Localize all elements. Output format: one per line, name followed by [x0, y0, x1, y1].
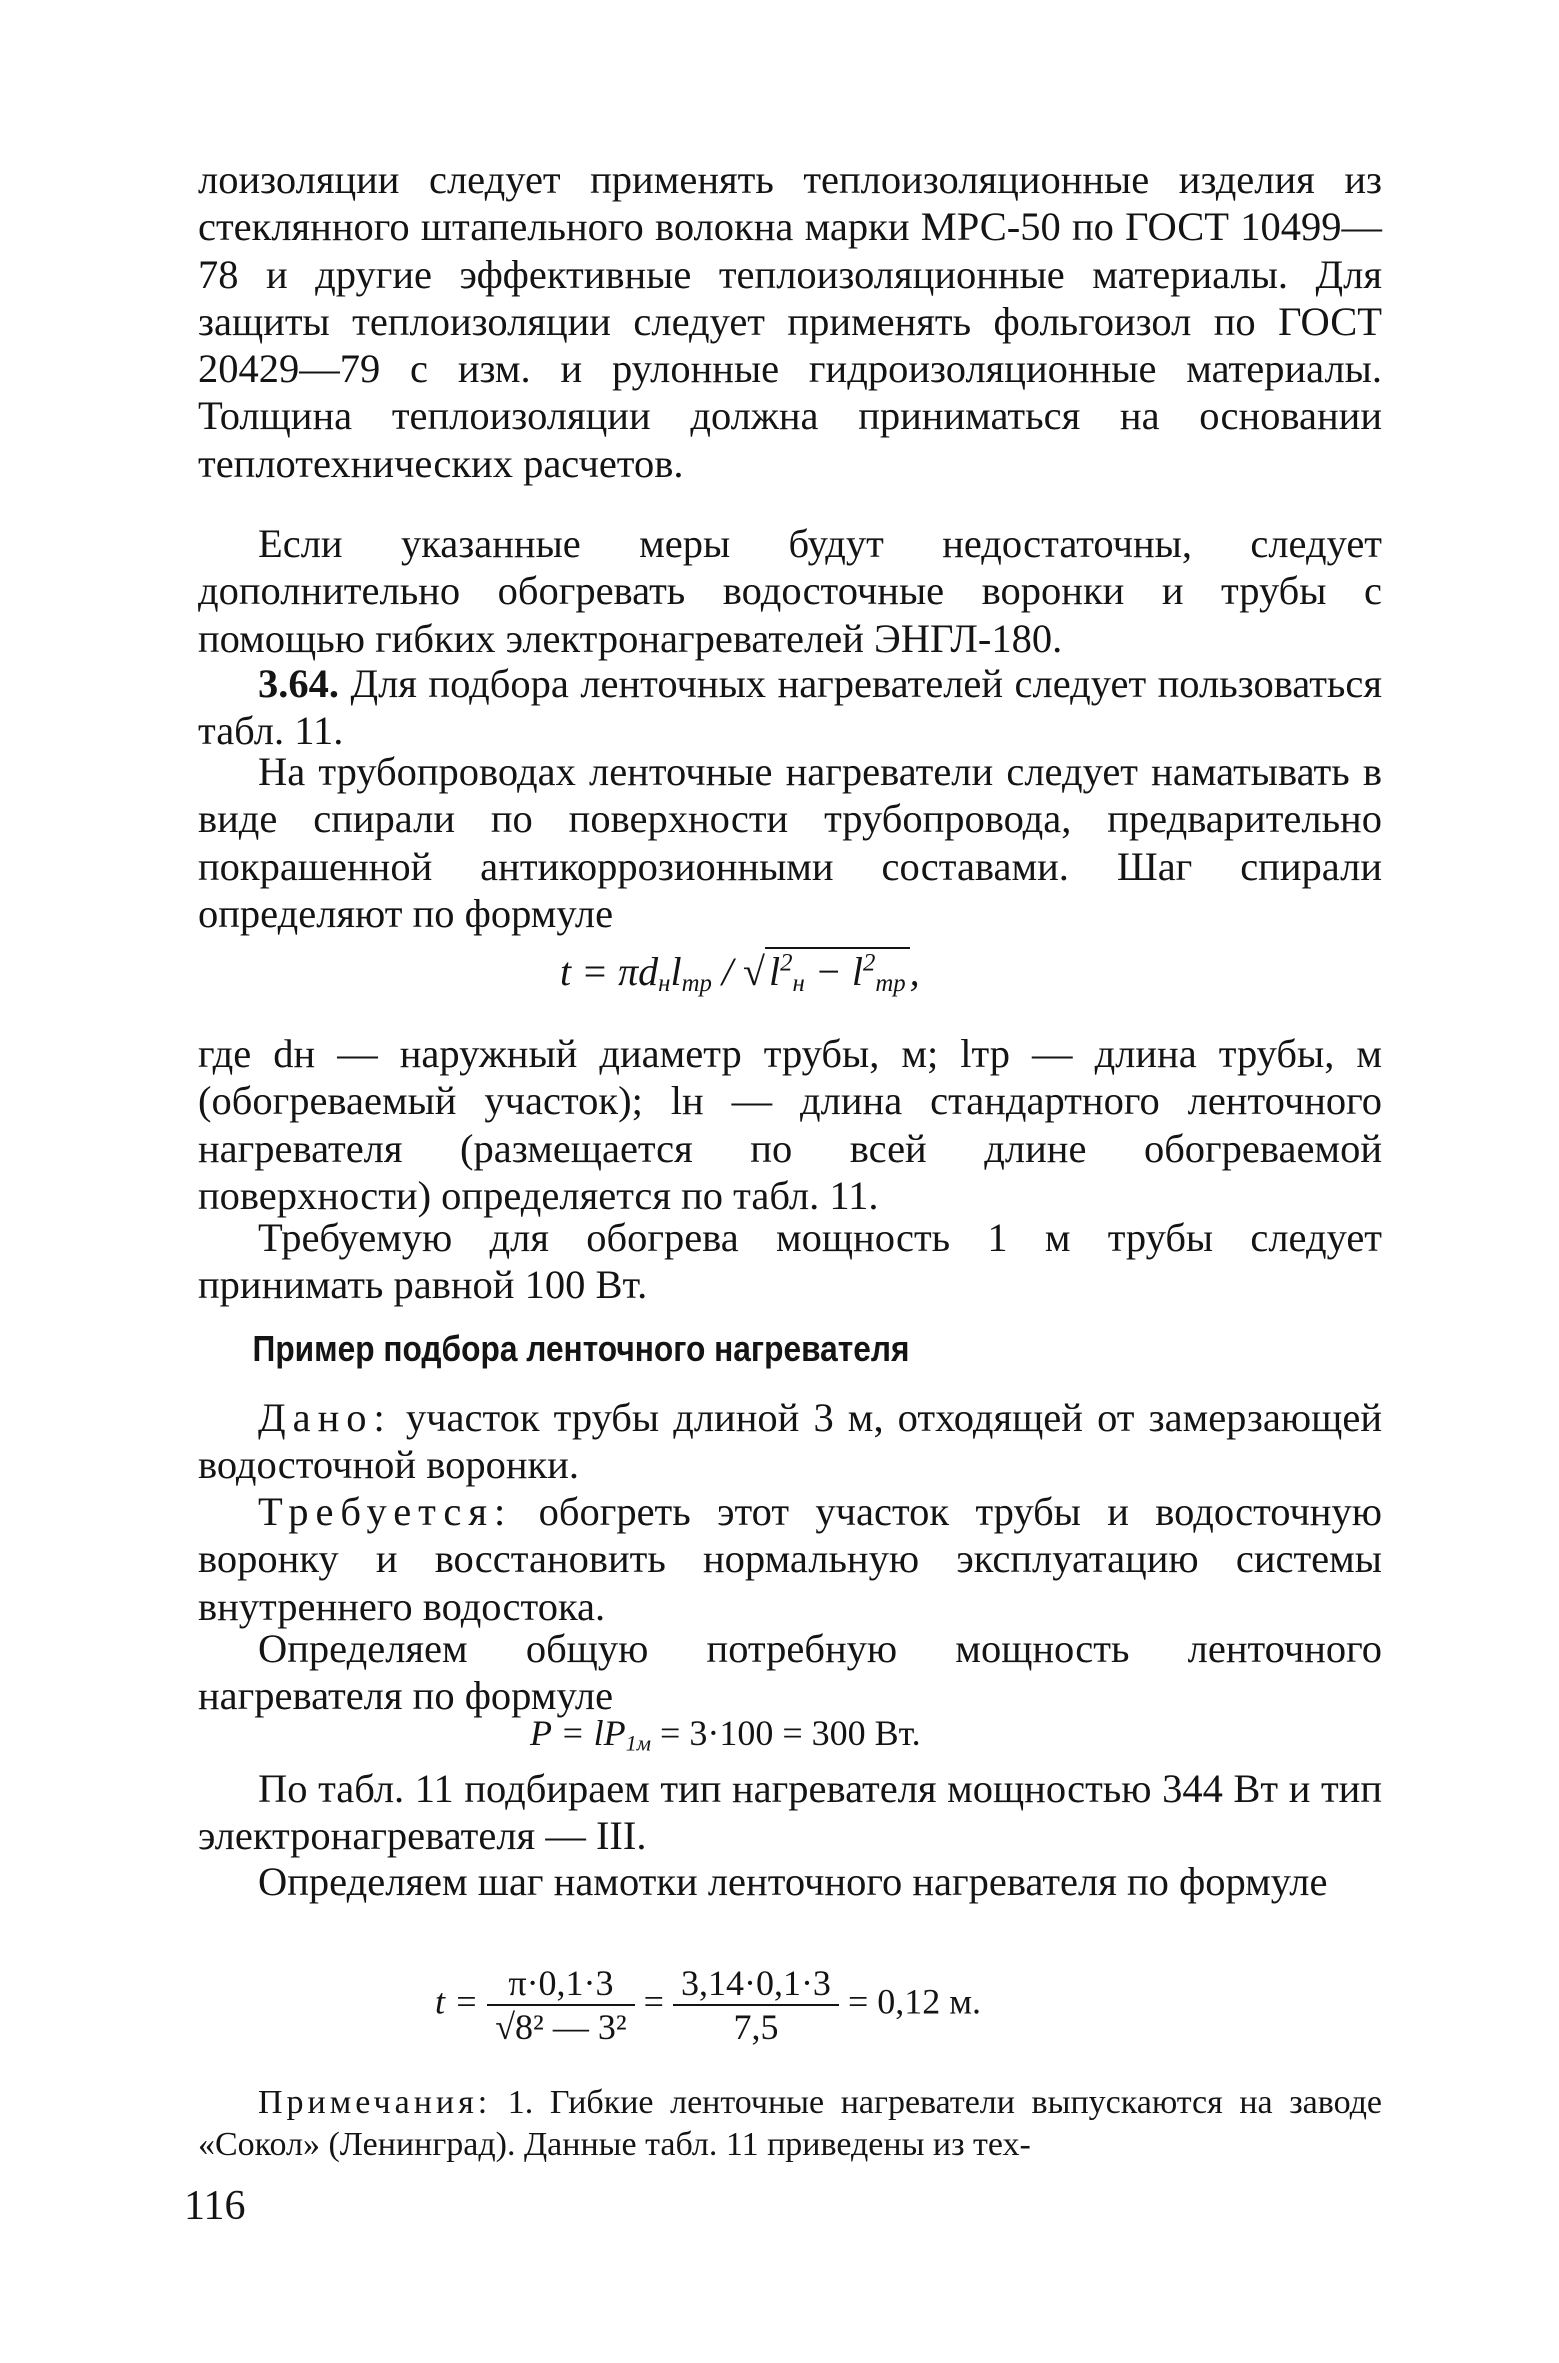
example-heading	[198, 1328, 1382, 1370]
paragraph-text: Определяем общую потребную мощность ленточного нагревателя по формуле	[198, 1626, 1382, 1719]
paragraph-text: Определяем шаг намотки ленточного нагревателя по формуле	[258, 1859, 1328, 1904]
note-label: Примечания:	[258, 2084, 492, 2121]
given-label: Дано:	[258, 1395, 392, 1440]
paragraph-3	[198, 660, 1382, 755]
footnote	[198, 2082, 1382, 2166]
paragraph-7	[198, 1394, 1382, 1489]
paragraph-2	[198, 520, 1382, 662]
paragraph-11	[198, 1858, 1382, 1905]
paragraph-text: обогреть этот участок трубы и водосточную воронку и восстановить нормальную эксплуатацию системы внутреннего водостока.	[198, 1489, 1382, 1629]
paragraph-text: участок трубы длиной 3 м, отходящей от замерзающей водосточной воронки.	[198, 1395, 1382, 1488]
paragraph-text: По табл. 11 подбираем тип нагревателя мощностью 344 Вт и тип электронагревателя — III.	[198, 1766, 1382, 1859]
formula-power: $P = lP_{1м} = 3\cdot 100 = 300$ Вт.	[530, 1713, 921, 1756]
paragraph-text: Требуемую для обогрева мощность 1 м трубы следует принимать равной 100 Вт.	[198, 1215, 1382, 1308]
required-label: Требуется:	[258, 1489, 513, 1534]
formula-step-calc: t = $\frac{\pi\cdot 0,1\cdot 3}{\text{√8² — 3²}}$ = $\frac{3,14\cdot 0,1\cdot 3}{7,5}$ = 0,12 м.	[435, 1963, 982, 2047]
section-number: 3.64.	[258, 661, 339, 706]
note-text: 1. Гибкие ленточные нагреватели выпускаются на заводе «Сокол» (Ленинград). Данные табл. 11 приведены из тех-	[198, 2084, 1382, 2163]
paragraph-text: лоизоляции следует применять теплоизоляционные изделия из стеклянного штапельного волокна марки МРС-50 по ГОСТ 10499—78 и другие эффективные теплоизоляционные материалы. Для защиты теплоизоляции следует применять фольгоизол по ГОСТ 20429—79 с изм. и рулонные гидроизоляционные материалы. Толщина теплоизоляции должна приниматься на основании теплотехнических расчетов.	[198, 157, 1382, 486]
fraction-2: $\frac{3,14\cdot 0,1\cdot 3}{7,5}$	[673, 1962, 839, 2048]
paragraph-4	[198, 748, 1382, 937]
section-heading: Пример подбора ленточного нагревателя	[252, 1328, 910, 1369]
page-number: 116	[184, 2183, 246, 2229]
paragraph-text: На трубопроводах ленточные нагреватели следует наматывать в виде спирали по поверхности трубопровода, предварительно покрашенной антикоррозионными составами. Шаг спирали определяют по формуле	[198, 749, 1382, 936]
paragraph-text: Если указанные меры будут недостаточны, следует дополнительно обогревать водосточные воронки и трубы с помощью гибких электронагревателей ЭНГЛ-180.	[198, 521, 1382, 661]
paragraph-text: где dн — наружный диаметр трубы, м; lтр — длина трубы, м (обогреваемый участок); lн — длина стандартного ленточного нагревателя (размещается по всей длине обогреваемой поверхности) определяется по табл. 11.	[198, 1031, 1382, 1218]
radical: $l^2_н - l^2_{тр}$	[765, 947, 910, 994]
fraction-1: $\frac{\pi\cdot 0,1\cdot 3}{\text{√8² — 3²}}$	[487, 1962, 634, 2048]
paragraph-8	[198, 1488, 1382, 1630]
formula-spiral-step: $t = \pi d_нl_{тр}$ / √ $l^2_н - l^2_{тр}$ ,	[560, 949, 920, 998]
paragraph-text: Для подбора ленточных нагревателей следует пользоваться табл. 11.	[198, 661, 1382, 754]
paragraph-10	[198, 1765, 1382, 1860]
paragraph-6	[198, 1214, 1382, 1309]
paragraph-1	[198, 156, 1382, 487]
paragraph-9	[198, 1625, 1382, 1720]
paragraph-5	[198, 1030, 1382, 1219]
